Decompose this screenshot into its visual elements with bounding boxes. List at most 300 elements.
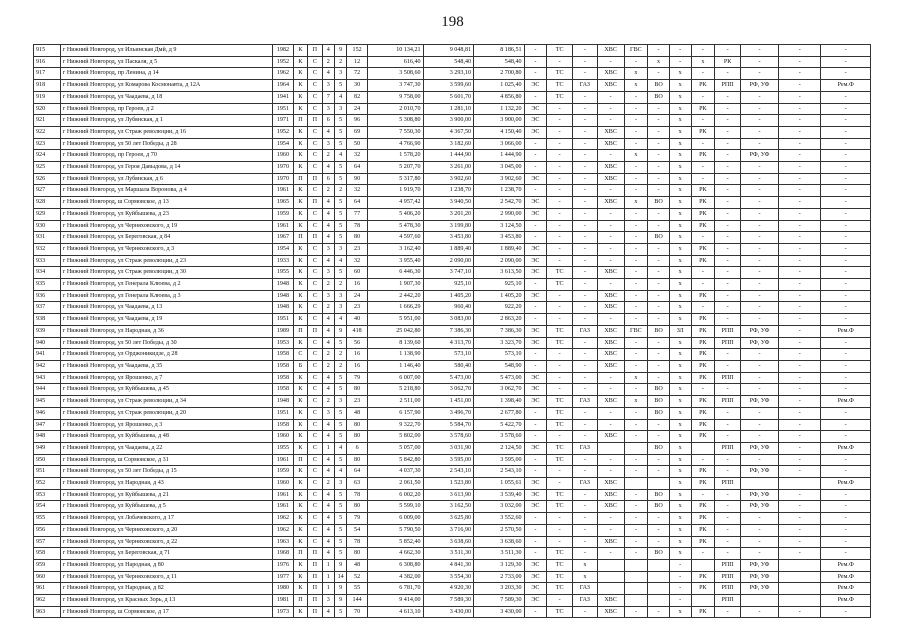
cell-chute: х <box>669 220 691 232</box>
cell-rpp: - <box>715 466 741 478</box>
cell-index: 932 <box>34 243 61 255</box>
table-row <box>34 501 871 513</box>
cell-apartments: 32 <box>347 255 368 267</box>
cell-year: 1989 <box>273 325 294 337</box>
cell-floors: 4 <box>334 91 346 103</box>
cell-apartments: 48 <box>347 407 368 419</box>
cell-electric: ЭС <box>524 243 547 255</box>
cell-sewerage: ВО <box>648 489 670 501</box>
cell-entrances: 3 <box>322 138 334 150</box>
cell-facade: - <box>740 349 778 361</box>
cell-rpp: - <box>715 138 741 150</box>
cell-electric: ЭС <box>524 173 547 185</box>
cell-gas: - <box>573 126 598 138</box>
cell-wall-material: К <box>293 442 307 454</box>
cell-rpp: - <box>715 279 741 291</box>
cell-wall-material: К <box>293 431 307 443</box>
cell-entrances: 1 <box>322 559 334 571</box>
cell-living-area: 3 261,00 <box>423 162 474 174</box>
cell-apartments: 23 <box>347 302 368 314</box>
cell-sewerage: ВО <box>648 91 670 103</box>
cell-misc: - <box>779 466 821 478</box>
cell-floor-material: С <box>308 536 322 548</box>
cell-heating: ТС <box>547 548 573 560</box>
cell-apartments: 54 <box>347 524 368 536</box>
cell-chute: х <box>669 255 691 267</box>
cell-entrances: 4 <box>322 548 334 560</box>
cell-cold-water: ХВС <box>597 80 624 92</box>
cell-roof-repair: - <box>691 267 715 279</box>
cell-hot-water: - <box>624 606 648 618</box>
cell-wall-material: К <box>293 138 307 150</box>
cell-residential-area: 2 543,10 <box>474 466 525 478</box>
cell-floors: 3 <box>334 290 346 302</box>
cell-heating: - <box>547 126 573 138</box>
cell-living-area: 3 430,00 <box>423 606 474 618</box>
cell-repair-fund: Рем.Ф <box>821 571 871 583</box>
cell-heating: - <box>547 302 573 314</box>
cell-residential-area: 548,90 <box>474 360 525 372</box>
cell-year: 1961 <box>273 454 294 466</box>
cell-index: 943 <box>34 372 61 384</box>
cell-floors: 5 <box>334 126 346 138</box>
cell-gas: ГАЗ <box>573 80 598 92</box>
cell-floor-material: С <box>308 396 322 408</box>
cell-repair-fund: - <box>821 103 871 115</box>
cell-roof-repair: РК <box>691 536 715 548</box>
cell-apartments: 96 <box>347 115 368 127</box>
cell-sewerage: - <box>648 314 670 326</box>
cell-year: 1976 <box>273 559 294 571</box>
cell-hot-water: - <box>624 384 648 396</box>
cell-apartments: 418 <box>347 325 368 337</box>
cell-wall-material: К <box>293 267 307 279</box>
cell-wall-material: К <box>293 559 307 571</box>
cell-entrances: 3 <box>322 267 334 279</box>
cell-residential-area: 3 045,00 <box>474 162 525 174</box>
cell-living-area: 4 920,30 <box>423 583 474 595</box>
cell-roof-repair: РК <box>691 243 715 255</box>
cell-address: г Нижний Новгород, ш Сормовское, д 17 <box>60 606 272 618</box>
cell-facade: - <box>740 360 778 372</box>
cell-apartments: 55 <box>347 583 368 595</box>
cell-wall-material: Б <box>293 360 307 372</box>
cell-electric: - <box>524 524 547 536</box>
cell-floors: 5 <box>334 454 346 466</box>
cell-index: 926 <box>34 173 61 185</box>
cell-facade: РФ, УФ <box>740 442 778 454</box>
cell-sewerage: ВО <box>648 442 670 454</box>
cell-rpp: - <box>715 349 741 361</box>
cell-residential-area: 2 090,00 <box>474 255 525 267</box>
cell-cold-water <box>597 571 624 583</box>
cell-gas: - <box>573 68 598 80</box>
cell-floor-material: П <box>308 548 322 560</box>
cell-wall-material: К <box>293 255 307 267</box>
cell-hot-water: х <box>624 150 648 162</box>
cell-address: г Нижний Новгород, ул Черняховского, д 19 <box>60 220 272 232</box>
cell-wall-material: К <box>293 372 307 384</box>
cell-total-area: 5 317,80 <box>367 173 423 185</box>
cell-facade: РФ, УФ <box>740 571 778 583</box>
cell-floors: 3 <box>334 302 346 314</box>
cell-floors: 4 <box>334 255 346 267</box>
cell-electric: - <box>524 548 547 560</box>
cell-floors: 5 <box>334 536 346 548</box>
cell-cold-water: - <box>597 513 624 525</box>
cell-chute: х <box>669 290 691 302</box>
cell-year: 1958 <box>273 419 294 431</box>
cell-floor-material: С <box>308 442 322 454</box>
cell-apartments: 152 <box>347 45 368 57</box>
cell-residential-area: 2 124,50 <box>474 442 525 454</box>
cell-sewerage: ВО <box>648 396 670 408</box>
cell-floor-material: С <box>308 80 322 92</box>
cell-apartments: 12 <box>347 56 368 68</box>
cell-year: 1965 <box>273 197 294 209</box>
cell-chute: х <box>669 173 691 185</box>
cell-misc <box>779 595 821 607</box>
cell-year: 1982 <box>273 45 294 57</box>
cell-repair-fund: - <box>821 208 871 220</box>
cell-living-area: 3 578,60 <box>423 431 474 443</box>
cell-index: 948 <box>34 431 61 443</box>
cell-chute: х <box>669 68 691 80</box>
cell-entrances: 1 <box>322 583 334 595</box>
cell-repair-fund: Рем.Ф <box>821 396 871 408</box>
cell-hot-water: - <box>624 255 648 267</box>
table-row <box>34 571 871 583</box>
cell-index: 946 <box>34 407 61 419</box>
table-row <box>34 91 871 103</box>
cell-hot-water: - <box>624 337 648 349</box>
cell-hot-water: - <box>624 489 648 501</box>
cell-total-area: 5 951,00 <box>367 314 423 326</box>
cell-rpp: - <box>715 197 741 209</box>
cell-rpp: - <box>715 524 741 536</box>
cell-living-area: 925,10 <box>423 279 474 291</box>
cell-heating: ТС <box>547 325 573 337</box>
cell-hot-water <box>624 571 648 583</box>
cell-rpp: РПП <box>715 595 741 607</box>
table-row <box>34 197 871 209</box>
cell-address: г Нижний Новгород, ул Генерала Клюева, д 2 <box>60 279 272 291</box>
cell-misc: - <box>779 173 821 185</box>
cell-heating: - <box>547 478 573 490</box>
cell-repair-fund: - <box>821 501 871 513</box>
cell-residential-area: 3 032,00 <box>474 501 525 513</box>
cell-wall-material: К <box>293 466 307 478</box>
cell-sewerage: - <box>648 372 670 384</box>
cell-hot-water <box>624 478 648 490</box>
table-row <box>34 185 871 197</box>
table-row <box>34 536 871 548</box>
cell-wall-material: К <box>293 162 307 174</box>
cell-index: 928 <box>34 197 61 209</box>
cell-rpp: РПП <box>715 372 741 384</box>
cell-floors: 3 <box>334 478 346 490</box>
cell-rpp: РПП <box>715 396 741 408</box>
cell-apartments: 78 <box>347 220 368 232</box>
cell-sewerage: - <box>648 337 670 349</box>
cell-electric: ЭС <box>524 559 547 571</box>
cell-gas: - <box>573 45 598 57</box>
cell-entrances: 6 <box>322 173 334 185</box>
cell-electric: - <box>524 232 547 244</box>
cell-hot-water: - <box>624 91 648 103</box>
cell-chute: х <box>669 208 691 220</box>
cell-roof-repair: РК <box>691 349 715 361</box>
cell-residential-area: 573,10 <box>474 349 525 361</box>
cell-misc: - <box>779 267 821 279</box>
cell-chute: х <box>669 384 691 396</box>
cell-heating: - <box>547 349 573 361</box>
cell-floor-material: С <box>308 372 322 384</box>
cell-total-area: 1 146,40 <box>367 360 423 372</box>
cell-floor-material: С <box>308 360 322 372</box>
cell-cold-water: ХВС <box>597 360 624 372</box>
cell-total-area: 1 138,90 <box>367 349 423 361</box>
cell-electric: ЭС <box>524 384 547 396</box>
cell-apartments: 64 <box>347 197 368 209</box>
cell-floors: 5 <box>334 524 346 536</box>
cell-misc: - <box>779 489 821 501</box>
cell-residential-area: 1 238,70 <box>474 185 525 197</box>
cell-facade: - <box>740 372 778 384</box>
cell-entrances: 4 <box>322 489 334 501</box>
cell-index: 954 <box>34 501 61 513</box>
cell-cold-water: - <box>597 384 624 396</box>
cell-misc: - <box>779 45 821 57</box>
cell-living-area: 5 584,70 <box>423 419 474 431</box>
cell-apartments: 80 <box>347 232 368 244</box>
cell-electric: - <box>524 302 547 314</box>
cell-apartments: 6 <box>347 442 368 454</box>
cell-electric: ЭС <box>524 571 547 583</box>
cell-sewerage: - <box>648 220 670 232</box>
cell-misc: - <box>779 536 821 548</box>
cell-floor-material: П <box>308 583 322 595</box>
cell-living-area: 7 589,30 <box>423 595 474 607</box>
cell-address: г Нижний Новгород, ул Страж революции, д 16 <box>60 126 272 138</box>
cell-address: г Нижний Новгород, пр Героев, д 70 <box>60 150 272 162</box>
table-row <box>34 302 871 314</box>
cell-wall-material: К <box>293 45 307 57</box>
cell-electric: ЭС <box>524 267 547 279</box>
cell-index: 956 <box>34 524 61 536</box>
cell-chute: х <box>669 431 691 443</box>
cell-electric: - <box>524 407 547 419</box>
cell-sewerage: - <box>648 68 670 80</box>
cell-year: 1958 <box>273 384 294 396</box>
cell-apartments: 48 <box>347 559 368 571</box>
cell-gas: - <box>573 489 598 501</box>
cell-cold-water <box>597 442 624 454</box>
cell-total-area: 2 511,00 <box>367 396 423 408</box>
cell-year: 1963 <box>273 536 294 548</box>
cell-wall-material: П <box>293 115 307 127</box>
cell-misc: - <box>779 419 821 431</box>
cell-cold-water: - <box>597 243 624 255</box>
cell-repair-fund: Рем.Ф <box>821 442 871 454</box>
cell-apartments: 64 <box>347 162 368 174</box>
cell-entrances: 2 <box>322 360 334 372</box>
cell-entrances: 4 <box>322 384 334 396</box>
cell-apartments: 32 <box>347 185 368 197</box>
cell-index: 945 <box>34 396 61 408</box>
cell-heating: - <box>547 372 573 384</box>
table-row <box>34 372 871 384</box>
cell-index: 935 <box>34 279 61 291</box>
cell-heating: ТС <box>547 267 573 279</box>
cell-hot-water <box>624 559 648 571</box>
cell-cold-water: - <box>597 407 624 419</box>
cell-facade: РФ, УФ <box>740 466 778 478</box>
cell-cold-water: ХВС <box>597 197 624 209</box>
cell-roof-repair: х <box>691 56 715 68</box>
table-row <box>34 548 871 560</box>
cell-wall-material: К <box>293 396 307 408</box>
cell-apartments: 72 <box>347 68 368 80</box>
cell-roof-repair: РК <box>691 337 715 349</box>
cell-heating: ТС <box>547 489 573 501</box>
cell-cold-water: ХВС <box>597 606 624 618</box>
cell-heating: ТС <box>547 442 573 454</box>
cell-repair-fund: - <box>821 466 871 478</box>
cell-sewerage: - <box>648 524 670 536</box>
cell-chute: х <box>669 419 691 431</box>
cell-entrances: 2 <box>322 396 334 408</box>
cell-address: г Нижний Новгород, ул Страж революции, д 20 <box>60 407 272 419</box>
cell-residential-area: 8 186,51 <box>474 45 525 57</box>
cell-electric: ЭС <box>524 126 547 138</box>
cell-sewerage: - <box>648 360 670 372</box>
cell-hot-water: - <box>624 524 648 536</box>
cell-entrances: 4 <box>322 431 334 443</box>
cell-cold-water <box>597 559 624 571</box>
cell-wall-material: К <box>293 208 307 220</box>
cell-wall-material: К <box>293 419 307 431</box>
cell-misc: - <box>779 337 821 349</box>
cell-residential-area: 3 203,30 <box>474 583 525 595</box>
cell-gas: - <box>573 185 598 197</box>
cell-heating: - <box>547 103 573 115</box>
cell-misc: - <box>779 431 821 443</box>
cell-address: г Нижний Новгород, ул Куйбышева, д 5 <box>60 501 272 513</box>
cell-electric: - <box>524 314 547 326</box>
cell-misc: - <box>779 442 821 454</box>
cell-rpp: - <box>715 431 741 443</box>
cell-electric: ЭС <box>524 595 547 607</box>
cell-sewerage: - <box>648 45 670 57</box>
cell-repair-fund: - <box>821 548 871 560</box>
cell-electric: - <box>524 68 547 80</box>
cell-chute: х <box>669 513 691 525</box>
cell-roof-repair <box>691 559 715 571</box>
cell-floor-material: С <box>308 126 322 138</box>
cell-floors: 5 <box>334 407 346 419</box>
cell-cold-water: - <box>597 232 624 244</box>
cell-index: 938 <box>34 314 61 326</box>
cell-chute: х <box>669 489 691 501</box>
cell-residential-area: 3 552,60 <box>474 513 525 525</box>
cell-index: 957 <box>34 536 61 548</box>
cell-total-area: 3 955,40 <box>367 255 423 267</box>
cell-electric: - <box>524 431 547 443</box>
cell-apartments: 70 <box>347 606 368 618</box>
cell-residential-area: 3 323,70 <box>474 337 525 349</box>
cell-facade: - <box>740 606 778 618</box>
cell-apartments: 40 <box>347 314 368 326</box>
cell-index: 942 <box>34 360 61 372</box>
cell-wall-material: К <box>293 126 307 138</box>
cell-heating: ТС <box>547 279 573 291</box>
cell-sewerage: ВО <box>648 501 670 513</box>
cell-hot-water: - <box>624 431 648 443</box>
cell-rpp: РПП <box>715 80 741 92</box>
registry-sheet <box>33 44 871 618</box>
cell-gas: - <box>573 56 598 68</box>
cell-index: 961 <box>34 583 61 595</box>
cell-floor-material: С <box>308 138 322 150</box>
cell-misc: - <box>779 150 821 162</box>
cell-repair-fund: - <box>821 384 871 396</box>
cell-living-area: 3 496,70 <box>423 407 474 419</box>
cell-floor-material: С <box>308 384 322 396</box>
cell-facade: - <box>740 208 778 220</box>
cell-entrances: 4 <box>322 232 334 244</box>
cell-entrances: 3 <box>322 595 334 607</box>
cell-electric: - <box>524 150 547 162</box>
cell-address: г Нижний Новгород, ул Куйбышева, д 21 <box>60 489 272 501</box>
cell-heating: - <box>547 197 573 209</box>
cell-total-area: 6 009,00 <box>367 513 423 525</box>
cell-address: г Нижний Новгород, ул Чаадаева, д 18 <box>60 91 272 103</box>
cell-year: 1970 <box>273 162 294 174</box>
cell-heating: - <box>547 115 573 127</box>
cell-gas: - <box>573 138 598 150</box>
cell-misc <box>779 559 821 571</box>
cell-floor-material: С <box>308 267 322 279</box>
cell-electric: ЭС <box>524 103 547 115</box>
cell-chute: х <box>669 279 691 291</box>
cell-gas: - <box>573 407 598 419</box>
cell-floors: 5 <box>334 489 346 501</box>
cell-entrances: 4 <box>322 255 334 267</box>
cell-floors: 5 <box>334 548 346 560</box>
cell-gas: - <box>573 314 598 326</box>
cell-facade: - <box>740 279 778 291</box>
cell-chute: х <box>669 80 691 92</box>
cell-gas: ГАЗ <box>573 325 598 337</box>
cell-floor-material: С <box>308 279 322 291</box>
cell-hot-water: - <box>624 115 648 127</box>
cell-hot-water: - <box>624 290 648 302</box>
cell-address: г Нижний Новгород, ул Героя Давыдова, д 14 <box>60 162 272 174</box>
cell-year: 1973 <box>273 606 294 618</box>
cell-hot-water: х <box>624 197 648 209</box>
cell-heating: - <box>547 466 573 478</box>
cell-roof-repair: РК <box>691 290 715 302</box>
cell-index: 920 <box>34 103 61 115</box>
cell-rpp: - <box>715 243 741 255</box>
cell-facade: - <box>740 431 778 443</box>
cell-living-area: 3 031,90 <box>423 442 474 454</box>
cell-living-area: 3 083,00 <box>423 314 474 326</box>
cell-electric: - <box>524 360 547 372</box>
cell-cold-water: ХВС <box>597 267 624 279</box>
cell-year: 1952 <box>273 56 294 68</box>
